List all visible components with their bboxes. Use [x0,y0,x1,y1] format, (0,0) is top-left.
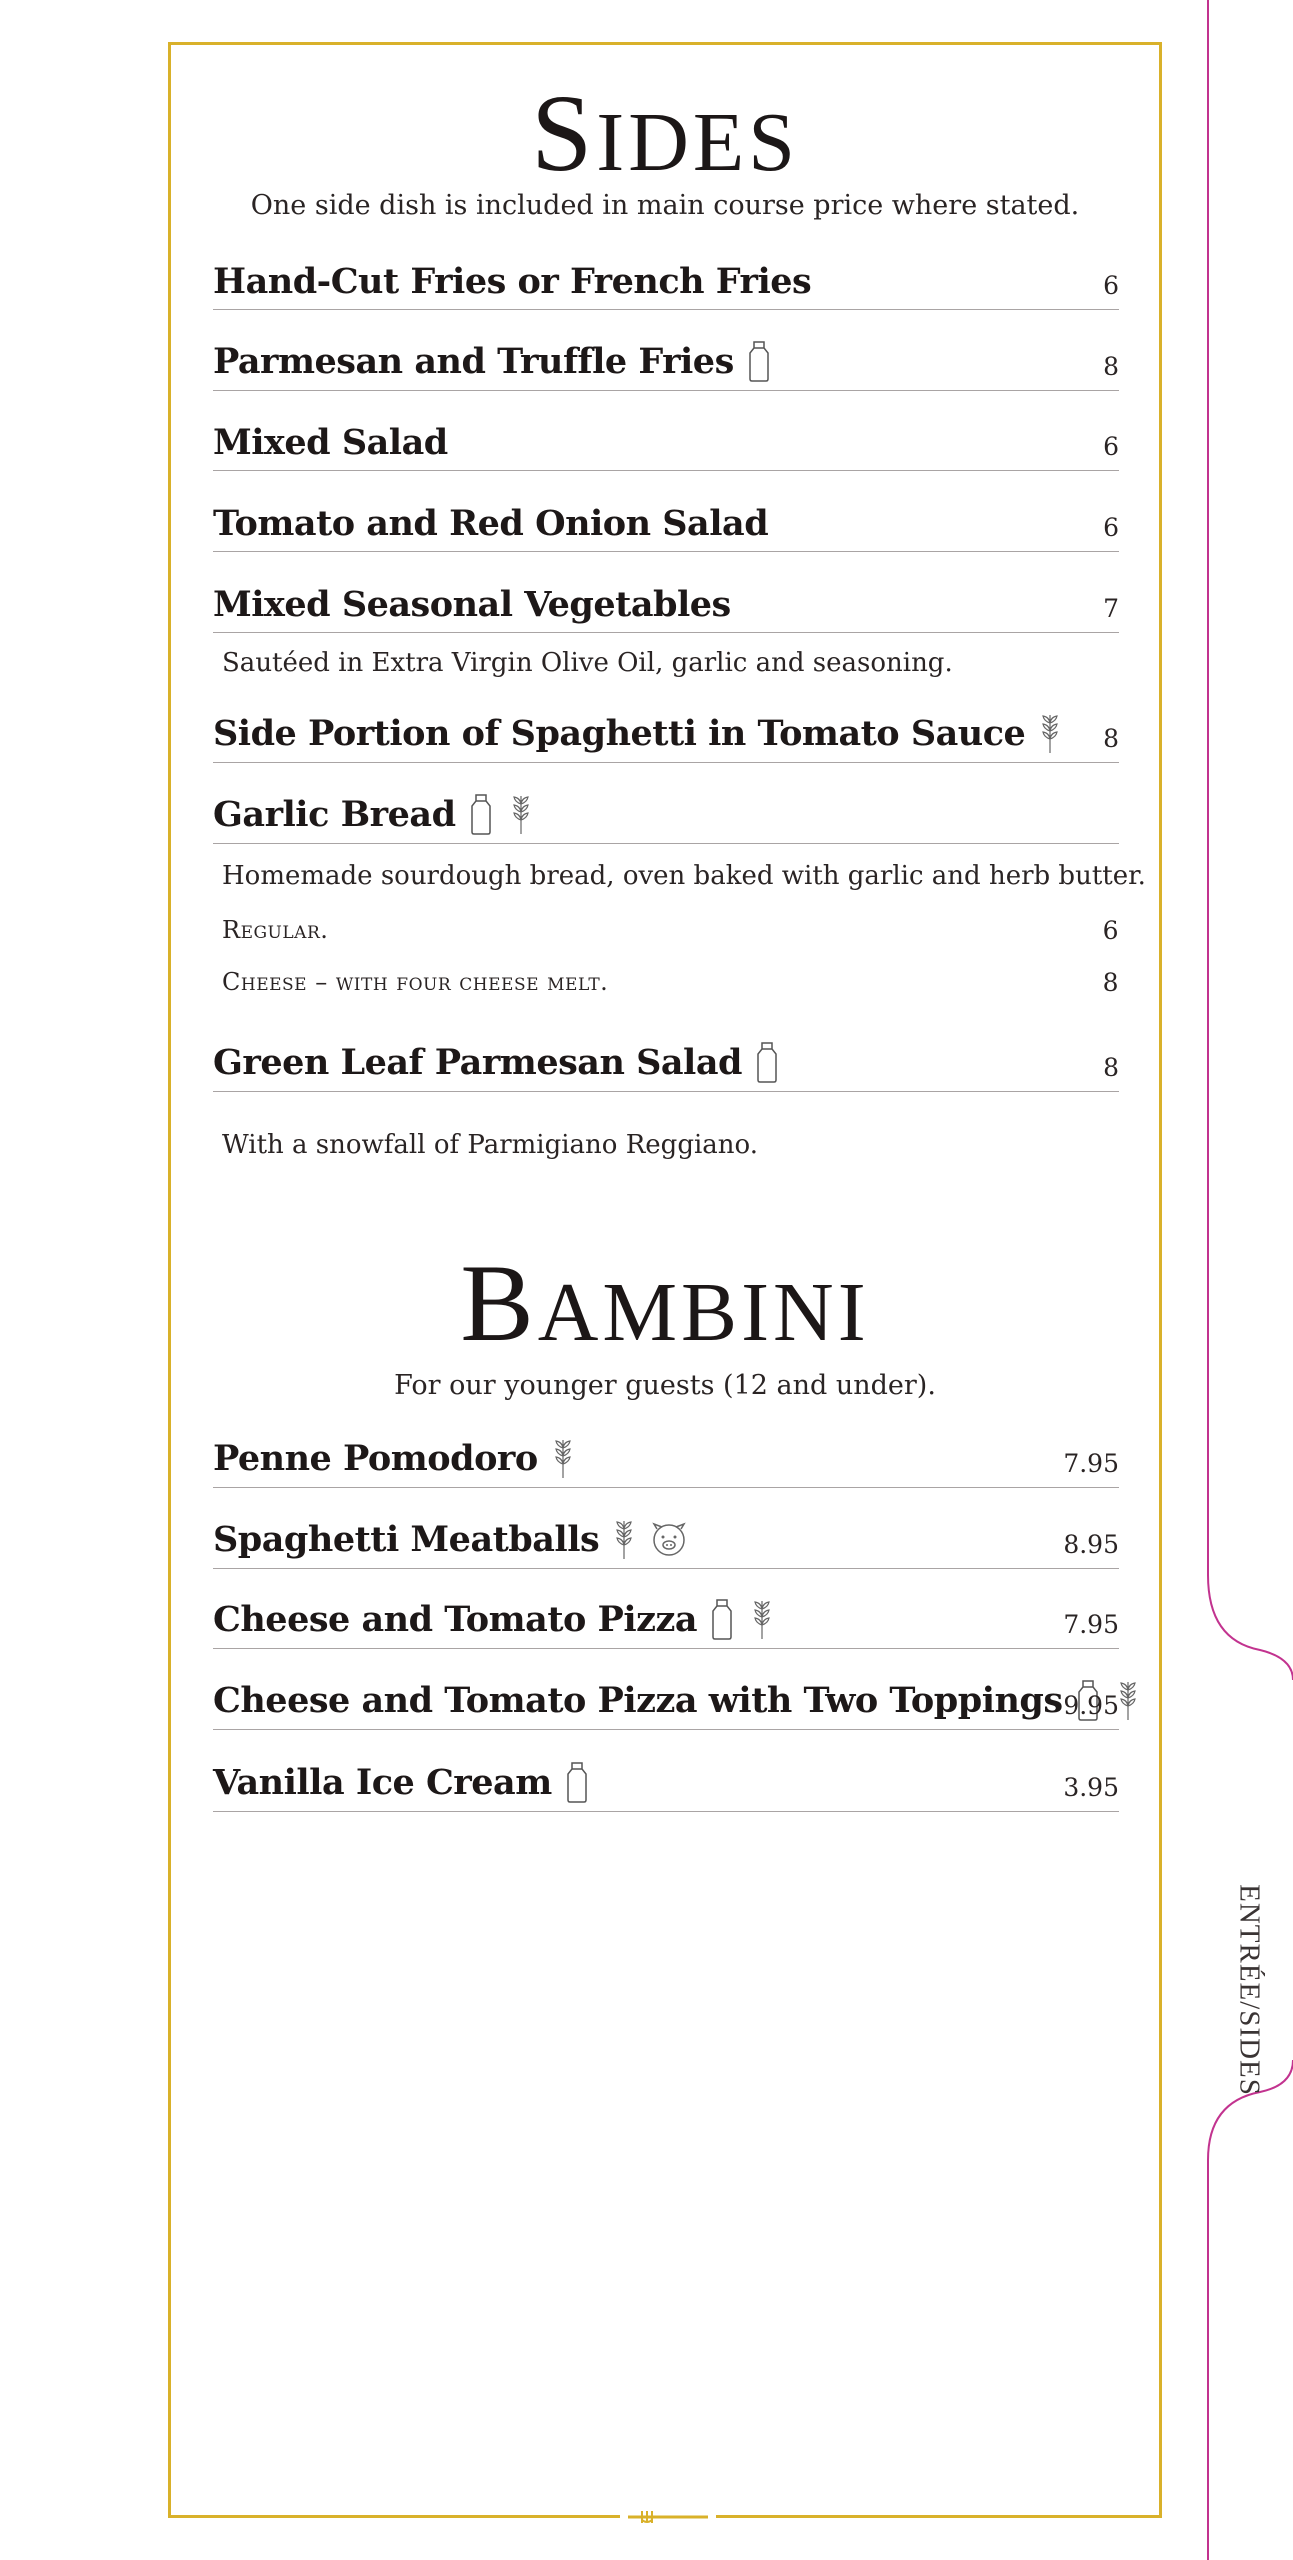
divider [213,470,1119,471]
item-name: Cheese and Tomato Pizza [213,1598,698,1640]
divider [213,551,1119,552]
divider [213,390,1119,391]
menu-item [213,572,1119,633]
item-price: 8 [1103,352,1119,381]
divider [213,1729,1119,1730]
item-description: With a snowfall of Parmigiano Reggiano. [222,1130,758,1160]
milk-bottle-icon [562,1760,592,1804]
menu-item [213,1428,1119,1488]
divider [213,1091,1119,1092]
pig-icon [649,1517,689,1561]
divider [213,309,1119,310]
item-name: Mixed Salad [213,422,448,463]
milk-bottle-icon [707,1597,737,1641]
item-price: 8.95 [1063,1530,1119,1559]
menu-item [213,330,1119,391]
item-price: 7 [1103,594,1119,623]
item-name: Vanilla Ice Cream [213,1761,552,1803]
item-name: Penne Pomodoro [213,1437,538,1479]
item-name: Parmesan and Truffle Fries [213,340,734,382]
wheat-icon [506,792,536,836]
wheat-icon [609,1517,639,1561]
item-name: Tomato and Red Onion Salad [213,503,769,544]
menu-item [213,410,1119,471]
item-price: 7.95 [1063,1610,1119,1639]
item-name: Spaghetti Meatballs [213,1518,600,1560]
fork-ornament-icon [620,2508,716,2528]
item-price: 8 [1103,1053,1119,1082]
sides-subtitle: One side dish is included in main course price where stated. [250,190,1080,221]
divider [213,1568,1119,1569]
wheat-icon [747,1597,777,1641]
menu-item [213,490,1119,552]
variant-label: Cheese – with four cheese melt. [222,968,609,996]
divider [213,632,1119,633]
menu-item [213,780,1119,844]
item-price: 9.95 [1063,1691,1119,1720]
item-name: Side Portion of Spaghetti in Tomato Sauce [213,712,1026,754]
menu-item [213,1028,1119,1092]
item-name: Garlic Bread [213,793,456,835]
section-tab[interactable] [1200,0,1293,2560]
item-name: Mixed Seasonal Vegetables [213,584,731,625]
item-price: 7.95 [1063,1449,1119,1478]
item-price: 3.95 [1063,1773,1119,1802]
item-name: Hand-Cut Fries or French Fries [213,261,812,302]
item-description: Sautéed in Extra Virgin Olive Oil, garlic and seasoning. [222,648,953,678]
item-variant [222,916,1119,944]
tab-label-text: ENTRÉE/SIDES [1233,1884,1266,2096]
menu-item [213,700,1119,763]
item-price: 6 [1103,513,1119,542]
bambini-title: BAMBINI [460,1242,870,1364]
item-price: 6 [1103,271,1119,300]
menu-item [213,250,1119,310]
sides-title: SIDES [531,72,799,194]
milk-bottle-icon [466,792,496,836]
divider [213,843,1119,844]
item-variant [222,968,1119,996]
menu-item [213,1669,1119,1730]
wheat-icon [1035,711,1065,755]
variant-price: 6 [1102,916,1119,945]
divider [213,1811,1119,1812]
item-name: Cheese and Tomato Pizza with Two Toppings [213,1679,1063,1721]
divider [213,762,1119,763]
item-price: 6 [1103,432,1119,461]
item-description: Homemade sourdough bread, oven baked with garlic and herb butter. [222,861,1146,891]
variant-label: Regular. [222,916,329,944]
item-price: 8 [1103,724,1119,753]
wheat-icon [548,1436,578,1480]
menu-item [213,1750,1119,1812]
divider [213,1648,1119,1649]
divider [213,1487,1119,1488]
milk-bottle-icon [744,339,774,383]
milk-bottle-icon [752,1040,782,1084]
bambini-subtitle: For our younger guests (12 and under). [394,1370,936,1401]
variant-price: 8 [1102,968,1119,997]
menu-item [213,1508,1119,1569]
item-name: Green Leaf Parmesan Salad [213,1041,743,1083]
menu-item [213,1588,1119,1649]
